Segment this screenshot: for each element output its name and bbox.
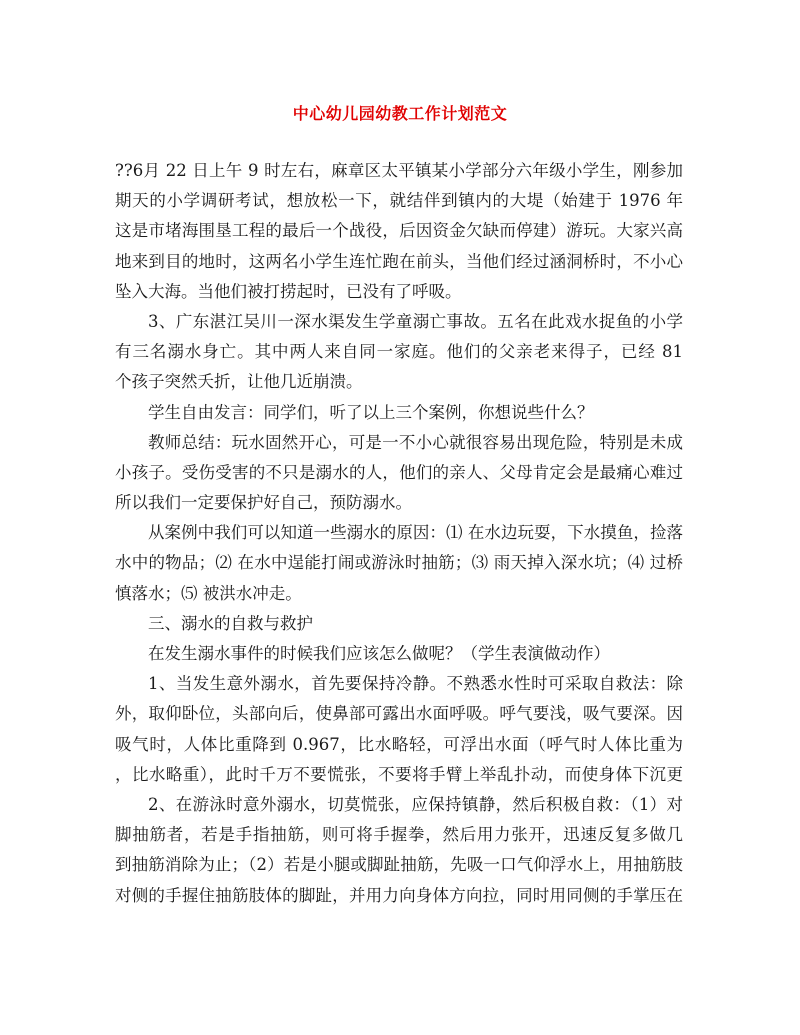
paragraph-line: 小孩子。受伤受害的不只是溺水的人，他们的亲人、父母肯定会是最痛心难过 — [115, 462, 683, 482]
paragraph-line: 地来到目的地时，这两名小学生连忙跑在前头，当他们经过涵洞桥时，不小心 — [115, 251, 683, 271]
paragraph-line: 1、当发生意外溺水，首先要保持冷静。不熟悉水性时可采取自救法：除 — [148, 674, 683, 694]
paragraph-line: 有三名溺水身亡。其中两人来自同一家庭。他们的父亲老来得子，已经 81 — [115, 342, 683, 362]
document-body — [115, 156, 683, 911]
paragraph-line: 从案例中我们可以知道一些溺水的原因：⑴ 在水边玩耍，下水摸鱼，捡落 — [148, 523, 683, 543]
paragraph-line: 所以我们一定要保护好自己，预防溺水。 — [115, 493, 412, 513]
paragraph-line: 个孩子突然夭折，让他几近崩溃。 — [115, 372, 363, 392]
paragraph-line: 学生自由发言：同学们，听了以上三个案例，你想说些什么？ — [148, 402, 594, 422]
section-heading: 三、溺水的自救与救护 — [148, 613, 313, 633]
paragraph-line: 3、广东湛江吴川一深水渠发生学童溺亡事故。五名在此戏水捉鱼的小学 — [148, 311, 683, 331]
paragraph-line: 外，取仰卧位，头部向后，使鼻部可露出水面呼吸。呼气要浅，吸气要深。因 — [115, 704, 683, 724]
paragraph-line: 这是市堵海围垦工程的最后一个战役，后因资金欠缺而停建）游玩。大家兴高 — [115, 221, 683, 241]
paragraph-line: 脚抽筋者，若是手指抽筋，则可将手握拳，然后用力张开，迅速反复多做几 — [115, 825, 683, 845]
paragraph-line: 期天的小学调研考试，想放松一下，就结伴到镇内的大堤（始建于 1976 年 — [115, 191, 683, 211]
paragraph-line: 到抽筋消除为止；（2）若是小腿或脚趾抽筋，先吸一口气仰浮水上，用抽筋肢 — [115, 855, 683, 875]
paragraph-line: 坠入大海。当他们被打捞起时，已没有了呼吸。 — [115, 281, 462, 301]
paragraph-line: 2、在游泳时意外溺水，切莫慌张，应保持镇静，然后积极自救：（1）对 — [148, 794, 683, 814]
paragraph-line: 慎落水；⑸ 被洪水冲走。 — [115, 583, 302, 603]
paragraph-line: ，比水略重），此时千万不要慌张，不要将手臂上举乱扑动，而使身体下沉更 — [115, 764, 683, 784]
paragraph-line: 水中的物品；⑵ 在水中逞能打闹或游泳时抽筋；⑶ 雨天掉入深水坑；⑷ 过桥 — [115, 553, 683, 573]
document-title: 中心幼儿园幼教工作计划范文 — [292, 104, 508, 123]
paragraph-line: 对侧的手握住抽筋肢体的脚趾，并用力向身体方向拉，同时用同侧的手掌压在 — [115, 885, 683, 905]
paragraph-line: 吸气时，人体比重降到 0.967，比水略轻，可浮出水面（呼气时人体比重为 — [115, 734, 683, 754]
paragraph-line: ??6月 22 日上午 9 时左右，麻章区太平镇某小学部分六年级小学生，刚参加 — [115, 161, 683, 180]
paragraph-line: 在发生溺水事件的时候我们应该怎么做呢？（学生表演做动作） — [148, 644, 610, 663]
paragraph-line: 教师总结：玩水固然开心，可是一不小心就很容易出现危险，特别是未成 — [148, 432, 683, 452]
